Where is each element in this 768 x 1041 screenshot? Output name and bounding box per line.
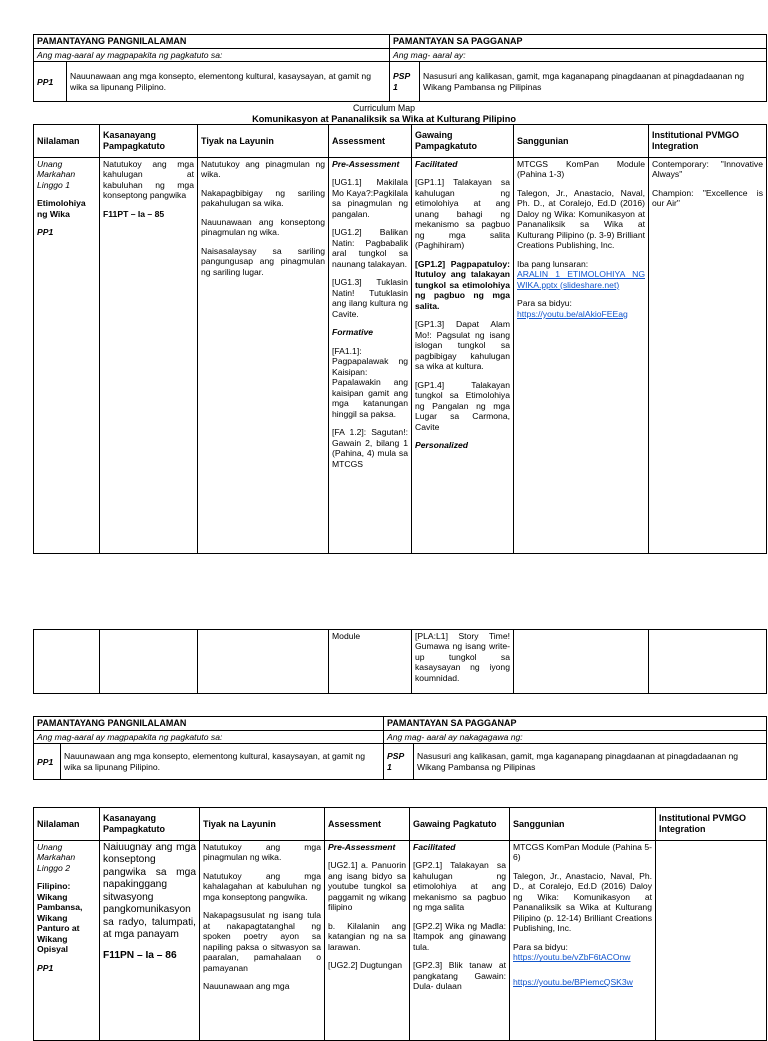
col-kasanayan: Kasanayang Pampagkatuto xyxy=(100,808,200,841)
reference-label: Para sa bidyu: xyxy=(513,941,568,952)
standard-code: PP1 xyxy=(37,227,54,238)
performance-standard-heading: PAMANTAYAN SA PAGGANAP xyxy=(384,717,767,731)
table-row xyxy=(34,158,767,554)
col-gawaing: Gawaing Pampagkatuto xyxy=(412,125,514,158)
tiyak-cell xyxy=(198,158,329,554)
activity-type: Facilitated xyxy=(415,159,458,169)
col-assessment: Assessment xyxy=(325,808,410,841)
performance-standard-sub: Ang mag- aaral ay nakagagawa ng: xyxy=(384,730,767,743)
curriculum-map-table-1 xyxy=(33,124,767,554)
assessment-cell xyxy=(325,841,410,1041)
objective: Natutukoy ang mga kahalagahan at kabuluhan ng mga konseptong pangwika. xyxy=(203,870,321,902)
col-institutional: Institutional PVMGO Integration xyxy=(656,808,767,841)
content-standard-code: PP1 xyxy=(34,62,67,102)
topic: Etimolohiya ng Wika xyxy=(37,198,86,219)
content-standard-sub: Ang mag-aaral ay magpapakita ng pagkatuto sa: xyxy=(34,48,390,61)
video-link[interactable]: https://youtu.be/vZbF6tACOnw xyxy=(513,952,631,963)
performance-standard-heading: PAMANTAYAN SA PAGGANAP xyxy=(390,35,767,49)
assessment-type: Formative xyxy=(332,327,374,338)
activity-item: [GP2.2] Wika ng Madla: Itampok ang ginawang tula. xyxy=(413,920,506,952)
curriculum-map-table-2 xyxy=(33,807,767,1041)
table-row xyxy=(34,630,767,694)
col-sanggunian: Sanggunian xyxy=(514,125,649,158)
standards-table-1 xyxy=(33,34,767,102)
pvmgo-item: Champion: "Excellence is our Air" xyxy=(652,187,763,209)
assessment-item: [UG1.1] Makilala Mo Kaya?:Pagkilala sa pinagmulan ng pangalan. xyxy=(332,177,408,219)
content-standard-text: Nauunawaan ang mga konsepto, elementong kultural, kasaysayan, at gamit ng wika sa lipunang Pilipino. xyxy=(67,62,390,102)
objective: Natutukoy ang pinagmulan ng wika. xyxy=(201,159,325,180)
content-standard-code: PP1 xyxy=(34,744,61,780)
objective: Nakapagsusulat ng isang tula at nakapagtatanghal ng spoken poetry ayon sa napiling paksa o sitwasyon sa paaralan, pamahalaan o pamayanan xyxy=(203,910,321,973)
objective: Nakapagbibigay ng sariling pakahulugan sa wika. xyxy=(201,187,325,209)
topic: Filipino: Wikang Pambansa, Wikang Panturo at Wikang Opisyal xyxy=(37,881,83,955)
col-sanggunian: Sanggunian xyxy=(510,808,656,841)
assessment-item: [UG2.1] a. Panuorin ang isang bidyo sa youtube tungkol sa paggamit ng wikang filipino xyxy=(328,860,406,913)
standards-table-2 xyxy=(33,716,767,780)
reference-label: Iba pang lunsaran: xyxy=(517,258,589,269)
performance-standard-code: PSP 1 xyxy=(384,744,414,780)
course-title: Komunikasyon at Pananaliksik sa Wika at Kulturang Pilipino xyxy=(252,113,516,124)
col-gawaing: Gawaing Pagkatuto xyxy=(410,808,510,841)
gawaing-cell xyxy=(412,158,514,554)
quarter-week: Unang Markahan Linggo 2 xyxy=(37,842,76,873)
curriculum-map-title xyxy=(0,104,768,124)
reference: MTCGS KomPan Module (Pahina 1-3) xyxy=(517,159,645,180)
pvmgo-item: Contemporary: "Innovative Always" xyxy=(652,159,763,180)
performance-standard-sub: Ang mag- aaral ay: xyxy=(390,48,767,61)
activity-item: [GP1.3] Dapat Alam Mo!: Pagsulat ng isang islogan tungkol sa pagbibigay kahulugan sa wika at kultura. xyxy=(415,319,510,372)
sanggunian-cell xyxy=(514,158,649,554)
col-nilalaman: Nilalaman xyxy=(34,125,100,158)
activity-type: Facilitated xyxy=(413,842,456,852)
assessment-type: Pre-Assessment xyxy=(328,842,396,852)
content-standard-heading: PAMANTAYANG PANGNILALAMAN xyxy=(34,717,384,731)
content-standard-text: Nauunawaan ang mga konsepto, elementong kultural, kasaysayan, at gamit ng wika sa lipunang Pilipino. xyxy=(61,744,384,780)
video-link[interactable]: https://youtu.be/BPiemcQSK3w xyxy=(513,976,633,987)
performance-standard-text: Nasusuri ang kalikasan, gamit, mga kaganapang pinagdaanan at pinagdadaanan ng Wikang Pambansa ng Pilipinas xyxy=(420,62,767,102)
activity-item: [GP1.2] Pagpapatuloy: Itutuloy ang talakayan tungkol sa etimolohiya ng pagbuo ng mga salita. xyxy=(415,258,510,311)
gawaing-cell: [PLA:L1] Story Time! Gumawa ng isang write- up tungkol sa kasaysayan ng iyong koumnidad. xyxy=(412,630,514,694)
performance-standard-text: Nasusuri ang kalikasan, gamit, mga kaganapang pinagdaanan at pinagdadaanan ng Wikang Pambansa ng Pilipinas xyxy=(414,744,767,780)
institutional-cell xyxy=(656,841,767,1041)
col-tiyak: Tiyak na Layunin xyxy=(200,808,325,841)
kasanayan-cell xyxy=(100,158,198,554)
institutional-cell xyxy=(649,158,767,554)
col-assessment: Assessment xyxy=(329,125,412,158)
curriculum-map-table-continued xyxy=(33,629,767,694)
performance-standard-code: PSP 1 xyxy=(390,62,420,102)
objective: Natutukoy ang mga pinagmulan ng wika. xyxy=(203,842,321,863)
tiyak-cell xyxy=(200,841,325,1041)
content-standard-heading: PAMANTAYANG PANGNILALAMAN xyxy=(34,35,390,49)
activity-type: Personalized xyxy=(415,440,469,451)
assessment-item: b. Kilalanin ang katangian ng na sa larawan. xyxy=(328,920,406,952)
curriculum-map-label: Curriculum Map xyxy=(352,103,416,113)
competency-text: Naiuugnay ang mga konseptong pangwika sa mga napakinggang sitwasyong pangkomunikasyon sa radyo, talumpati, at mga panayam xyxy=(103,842,196,941)
gawaing-cell xyxy=(410,841,510,1041)
assessment-item: [UG1.3] Tuklasin Natin! Tutuklasin ang ilang kultura ng Cavite. xyxy=(332,277,408,319)
assessment-type: Pre-Assessment xyxy=(332,159,400,169)
sanggunian-cell xyxy=(510,841,656,1041)
assessment-item: [UG2.2] Dugtungan xyxy=(328,960,403,971)
objective: Nauunawaan ang mga xyxy=(203,981,290,992)
activity-item: [GP1.1] Talakayan sa kahulugan ng etimolohiya at ang unang bahagi ng mekanismo sa pagbuo ng mga salita (Paghihiram) xyxy=(415,177,510,251)
competency-text: Natutukoy ang mga kahulugan at kabuluhan ng mga konseptong pangwika xyxy=(103,159,194,201)
reference: MTCGS KomPan Module (Pahina 5-6) xyxy=(513,842,652,863)
nilalaman-cell xyxy=(34,158,100,554)
col-institutional: Institutional PVMGO Integration xyxy=(649,125,767,158)
reference: Talegon, Jr., Anastacio, Naval, Ph. D., at Coralejo, Ed.D (2016) Daloy ng Wika: Komunikasyon at Pananaliksik sa Wika at Kulturang Pilipino (p. 3-9) Brilliant Creations Publishing, Inc. xyxy=(517,187,645,251)
reference-label: Para sa bidyu: xyxy=(517,298,572,309)
assessment-cell xyxy=(329,158,412,554)
activity-item: [GP2.1] Talakayan sa kahulugan ng etimolohiya at ang mekanismo sa pagbuo ng mga salita xyxy=(413,860,506,913)
nilalaman-cell xyxy=(34,841,100,1041)
col-nilalaman: Nilalaman xyxy=(34,808,100,841)
activity-item: [GP1.4] Talakayan tungkol sa Etimolohiya ng Pangalan ng mga Lugar sa Carmona, Cavite xyxy=(415,379,510,432)
assessment-item: [FA 1.2]: Sagutan!: Gawain 2, bilang 1 (Pahina, 4) mula sa MTCGS xyxy=(332,427,408,469)
reference: Talegon, Jr., Anastacio, Naval, Ph. D., at Coralejo, Ed.D (2016) Daloy ng Wika: Komunikasyon at Pananaliksik sa Wika at Kulturang Pilipino (p. 12-14) Brilliant Creations Publishing, Inc. xyxy=(513,870,652,934)
video-link[interactable]: https://youtu.be/alAkioFEEag xyxy=(517,308,628,319)
content-standard-sub: Ang mag-aaral ay magpapakita ng pagkatuto sa: xyxy=(34,730,384,743)
assessment-item: [UG1.2] Balikan Natin: Pagbabalik aral tungkol sa naunang talakayan. xyxy=(332,227,408,269)
assessment-item: [FA1.1]: Pagpapalawak ng Kaisipan: Papalawakin ang kaisipan gamit ang mga katanungan hinggil sa paksa. xyxy=(332,345,408,419)
objective: Naisasalaysay sa sariling pangungusap ang pinagmulan ng sariling lugar. xyxy=(201,245,325,277)
activity-item: [GP2.3] Blik tanaw at pangkatang Gawain: Dula- dulaan xyxy=(413,960,506,992)
competency-code: F11PT – Ia – 85 xyxy=(103,208,165,219)
standard-code: PP1 xyxy=(37,962,54,973)
table-row xyxy=(34,841,767,1041)
col-kasanayan: Kasanayang Pampagkatuto xyxy=(100,125,198,158)
reference-link[interactable]: ARALIN 1 ETIMOLOHIYA NG WIKA.pptx (slideshare.net) xyxy=(517,269,645,290)
kasanayan-cell xyxy=(100,841,200,1041)
col-tiyak: Tiyak na Layunin xyxy=(198,125,329,158)
assessment-cell: Module xyxy=(329,630,412,694)
quarter-week: Unang Markahan Linggo 1 xyxy=(37,159,76,190)
objective: Nauunawaan ang konseptong pinagmulan ng wika. xyxy=(201,216,325,238)
competency-code: F11PN – Ia – 86 xyxy=(103,949,177,961)
